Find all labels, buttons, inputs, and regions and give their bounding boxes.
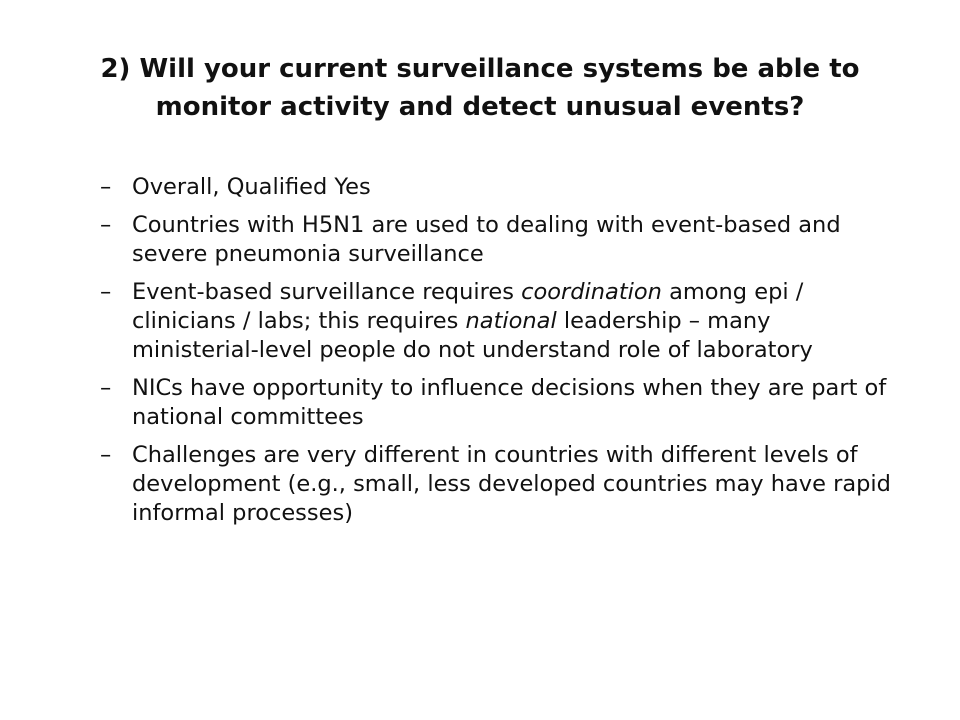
- bullet-text-segment: Overall, Qualified Yes: [132, 174, 371, 200]
- bullet-item: [100, 374, 900, 432]
- dash-bullet-icon: –: [100, 375, 112, 401]
- bullet-text-segment: NICs have opportunity to influence decisions when they are part of national committees: [132, 375, 887, 430]
- dash-bullet-icon: –: [100, 174, 112, 200]
- bullet-text-segment: among epi / clinicians / labs; this requires: [132, 279, 804, 334]
- bullet-item: [100, 211, 900, 269]
- bullet-text: [132, 212, 841, 267]
- bullet-text: [132, 279, 813, 363]
- bullet-text-segment: leadership – many ministerial-level people do not understand role of laboratory: [132, 308, 813, 363]
- dash-bullet-icon: –: [100, 212, 112, 238]
- bullet-text: [132, 442, 891, 526]
- bullet-text-segment: Event-based surveillance requires: [132, 279, 522, 305]
- bullet-item: [100, 278, 900, 365]
- bullet-item: [100, 173, 900, 202]
- bullet-list: [100, 173, 900, 537]
- bullet-item: [100, 441, 900, 528]
- bullet-text-segment: Countries with H5N1 are used to dealing with event-based and severe pneumonia surveillance: [132, 212, 841, 267]
- bullet-text: [132, 174, 371, 200]
- slide-title: 2) Will your current surveillance systems be able to monitor activity and detect unusual events?: [100, 54, 860, 122]
- bullet-text-emphasis: national: [465, 308, 557, 334]
- bullet-text-emphasis: coordination: [521, 279, 662, 305]
- dash-bullet-icon: –: [100, 442, 112, 468]
- dash-bullet-icon: –: [100, 279, 112, 305]
- bullet-text: [132, 375, 886, 430]
- bullet-text-segment: Challenges are very different in countries with different levels of development (e.g., small, less developed countries may have rapid informal processes): [132, 442, 891, 526]
